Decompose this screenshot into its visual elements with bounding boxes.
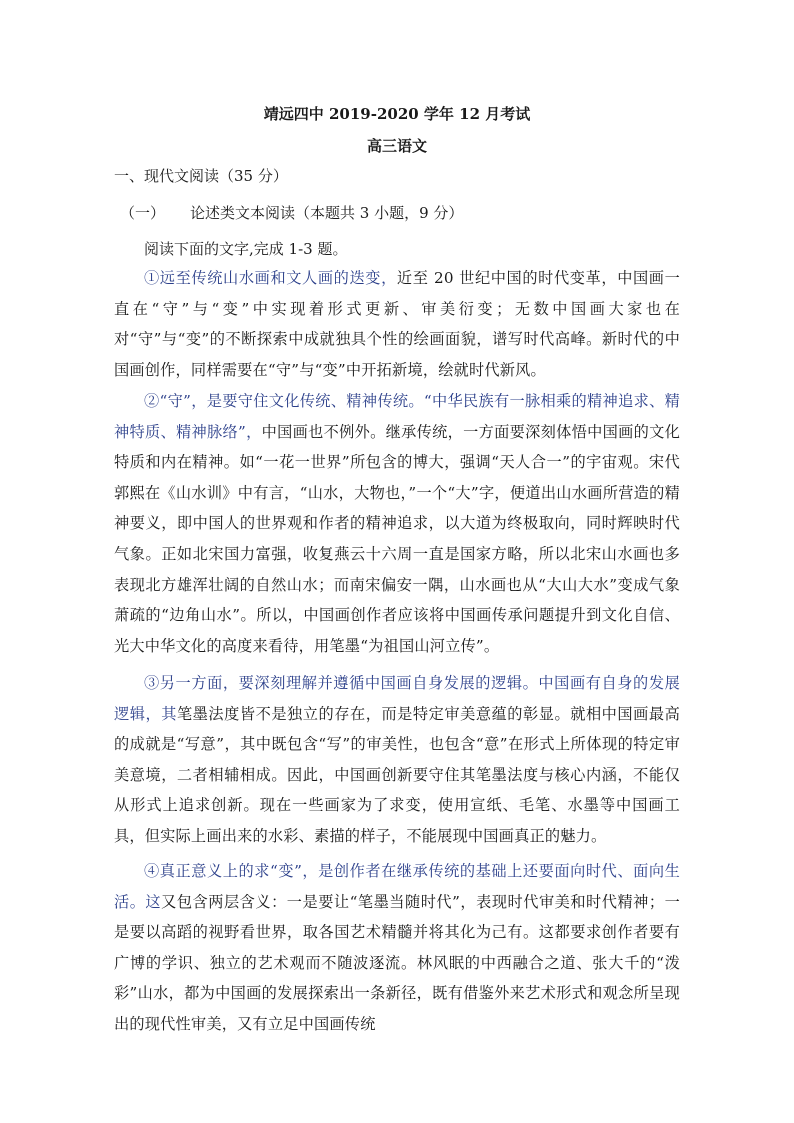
paragraph-4-body: 又包含两层含义：一是要让“笔墨当随时代”，表现时代审美和时代精神；一是要以高蹈的视野看世界，取各国艺术精髓并将其化为己有。这都要求创作者要有广博的学识、独立的艺术观而不随波逐流。林风眠的中西融合之道、张大千的“泼彩”山水，都为中国画的发展探索出一条新径，既有借鉴外来艺术形式和观念所呈现出的现代性审美，又有立足中国画传统	[114, 892, 680, 1033]
paragraph-3	[114, 668, 680, 852]
paragraph-1-lead: ①远至传统山水画和文人画的迭变，	[144, 269, 397, 287]
subject-title: 高三语文	[366, 137, 427, 155]
paragraph-2	[114, 386, 680, 661]
paragraph-1	[114, 263, 680, 385]
instruction-text: 阅读下面的文字,完成 1-3 题。	[144, 240, 348, 258]
paragraph-2-lead: ②“守”，是要守住文化传统、精神传统。“中华民族有一脉相乘的精神追求、精神特质、精神脉络”，	[114, 392, 680, 441]
paragraph-4-lead: ④真正意义上的求“变”，是创作者在继承传统的基础上还要面向时代、面向生活。这	[114, 862, 680, 911]
paragraph-4	[114, 856, 680, 1040]
paragraph-1-body: 近至 20 世纪中国的时代变革，中国画一直在“守”与“变”中实现着形式更新、审美衍变；无数中国画大家也在对“守”与“变”的不断探索中成就独具个性的绘画面貌，谱写时代高峰。新时代的中国画创作，同样需要在“守”与“变”中开拓新境，绘就时代新风。	[114, 269, 681, 379]
exam-title: 靖远四中 2019-2020 学年 12 月考试	[263, 105, 531, 123]
section-heading: 一、现代文阅读（35 分）	[114, 167, 288, 185]
paragraph-2-body: 中国画也不例外。继承传统，一方面要深刻体悟中国画的文化特质和内在精神。如“一花一世界”所包含的博大，强调“天人合一”的宇宙观。宋代郭熙在《山水训》中有言，“山水，大物也，”一个“大”字，便道出山水画所营造的精神要义，即中国人的世界观和作者的精神追求，以大道为终极取向，同时辉映时代气象。正如北宋国力富强，收复燕云十六周一直是国家方略，所以北宋山水画也多表现北方雄浑壮阔的自然山水；而南宋偏安一隅，山水画也从“大山大水”变成气象萧疏的“边角山水”。所以，中国画创作者应该将中国画传承问题提升到文化自信、光大中华文化的高度来看待，用笔墨“为祖国山河立传”。	[114, 422, 681, 655]
paragraph-3-lead: ③另一方面，要深刻理解并遵循中国画自身发展的逻辑。中国画有自身的发展逻辑，其	[114, 674, 680, 723]
paragraph-3-body: 笔墨法度皆不是独立的存在，而是特定审美意蕴的彰显。就相中国画最高的成就是“写意”，其中既包含“写”的审美性，也包含“意”在形式上所体现的特定审美意境，二者相辅相成。因此，中国画创新要守住其笔墨法度与核心内涵，不能仅从形式上追求创新。现在一些画家为了求变，使用宣纸、毛笔、水墨等中国画工具，但实际上画出来的水彩、素描的样子，不能展现中国画真正的魅力。	[114, 704, 680, 845]
subsection-number: （一）	[120, 204, 166, 222]
subsection-title: 论述类文本阅读（本题共 3 小题，9 分）	[190, 204, 464, 222]
